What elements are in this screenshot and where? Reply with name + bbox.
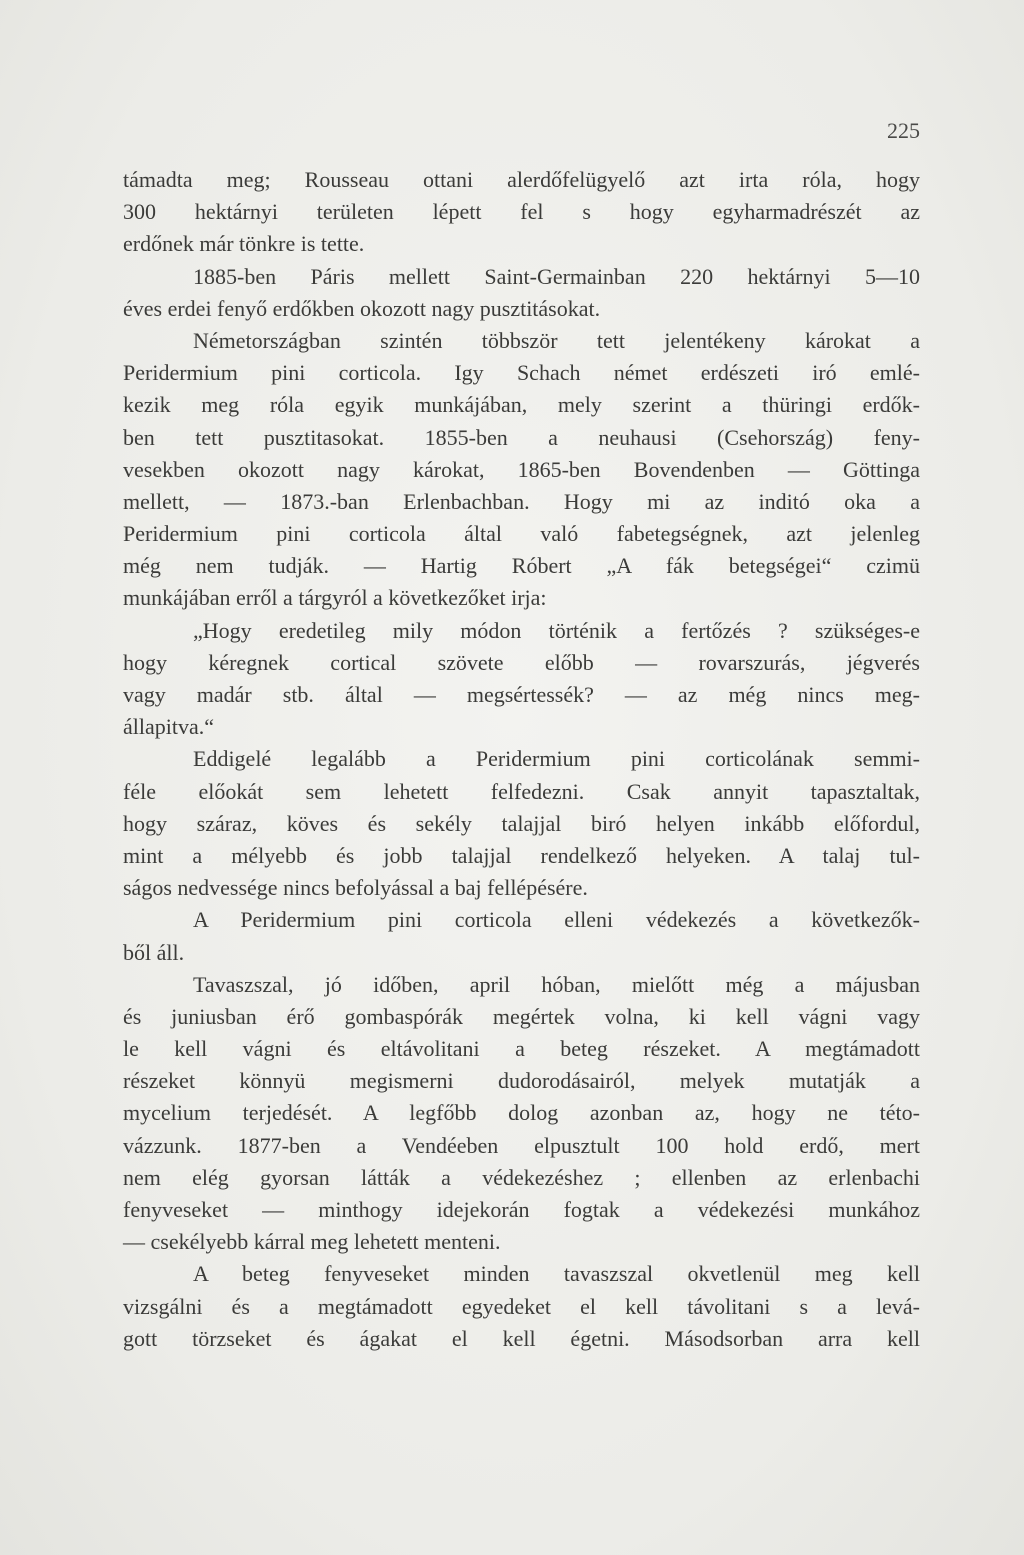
text-line: vázzunk. 1877-ben a Vendéeben elpusztult 100 hold erdő, mert [123, 1132, 920, 1158]
text-line: — csekélyebb kárral meg lehetett menteni. [123, 1229, 501, 1255]
text-line: Németországban szintén többször tett jelentékeny károkat a [193, 327, 920, 353]
page-number: 225 [887, 118, 920, 143]
text-line: vizsgálni és a megtámadott egyedeket el kell távolitani s a levá- [123, 1293, 920, 1319]
paragraph [123, 904, 920, 968]
paragraph [123, 325, 920, 615]
text-line: 1885-ben Páris mellett Saint-Germainban 220 hektárnyi 5—10 [193, 263, 920, 289]
text-line: vesekben okozott nagy károkat, 1865-ben Bovendenben — Göttinga [123, 456, 920, 482]
text-line: munkájában erről a tárgyról a következőket irja: [123, 585, 547, 611]
text-line: ben tett pusztitasokat. 1855-ben a neuhausi (Csehország) feny- [123, 424, 920, 450]
text-line: fenyveseket — minthogy idejekorán fogtak a védekezési munkához [123, 1197, 920, 1222]
text-line: ből áll. [123, 939, 185, 965]
body-text [123, 164, 920, 1355]
text-line: éves erdei fenyő erdőkben okozott nagy pusztitásokat. [123, 295, 601, 321]
text-line: még nem tudják. — Hartig Róbert „A fák betegségei“ czimü [123, 553, 920, 579]
text-line: hogy száraz, köves és sekély talajjal biró helyen inkább előfordul, [123, 810, 920, 836]
text-line: Peridermium pini corticola. Igy Schach német erdészeti iró emlé- [123, 360, 920, 386]
text-line: 300 hektárnyi területen lépett fel s hogy egyharmadrészét az [123, 199, 920, 225]
text-line: A beteg fenyveseket minden tavaszszal okvetlenül meg kell [193, 1261, 920, 1287]
text-line: Eddigelé legalább a Peridermium pini corticolának semmi- [193, 746, 920, 772]
text-line: féle előokát sem lehetett felfedezni. Csak annyit tapasztaltak, [123, 778, 920, 804]
text-line: A Peridermium pini corticola elleni védekezés a következők- [193, 907, 920, 933]
text-line: ságos nedvessége nincs befolyással a baj fellépésére. [123, 875, 588, 901]
text-line: „Hogy eredetileg mily módon történik a fertőzés ? szükséges-e [193, 617, 920, 643]
text-line: támadta meg; Rousseau ottani alerdőfelügyelő azt irta róla, hogy [123, 167, 920, 192]
text-line: állapitva.“ [123, 714, 215, 740]
text-line: és juniusban érő gombaspórák megértek volna, ki kell vágni vagy [123, 1003, 920, 1029]
paragraph [123, 1258, 920, 1355]
text-line: részeket könnyü megismerni dudorodásairól, melyek mutatják a [123, 1068, 920, 1094]
text-line: le kell vágni és eltávolitani a beteg részeket. A megtámadott [123, 1036, 920, 1062]
text-line: Tavaszszal, jó időben, april hóban, mielőtt még a májusban [193, 971, 920, 997]
text-line: mint a mélyebb és jobb talajjal rendelkező helyeken. A talaj tul- [123, 842, 920, 868]
paragraph [123, 164, 920, 261]
text-line: Peridermium pini corticola által való fabetegségnek, azt jelenleg [123, 521, 920, 547]
text-line: nem elég gyorsan látták a védekezéshez ; ellenben az erlenbachi [123, 1164, 920, 1190]
text-line: erdőnek már tönkre is tette. [123, 231, 365, 257]
text-line: kezik meg róla egyik munkájában, mely szerint a thüringi erdők- [123, 392, 920, 418]
paragraph [123, 261, 920, 325]
paragraph [123, 743, 920, 904]
text-line: hogy kéregnek cortical szövete előbb — rovarszurás, jégverés [123, 649, 920, 675]
text-line: vagy madár stb. által — megsértessék? — az még nincs meg- [123, 682, 920, 707]
text-line: mycelium terjedését. A legfőbb dolog azonban az, hogy ne této- [123, 1100, 920, 1126]
paragraph [123, 615, 920, 744]
paragraph [123, 969, 920, 1259]
text-line: gott törzseket és ágakat el kell égetni. Másodsorban arra kell [123, 1325, 920, 1351]
text-line: mellett, — 1873.-ban Erlenbachban. Hogy mi az inditó oka a [123, 488, 920, 514]
